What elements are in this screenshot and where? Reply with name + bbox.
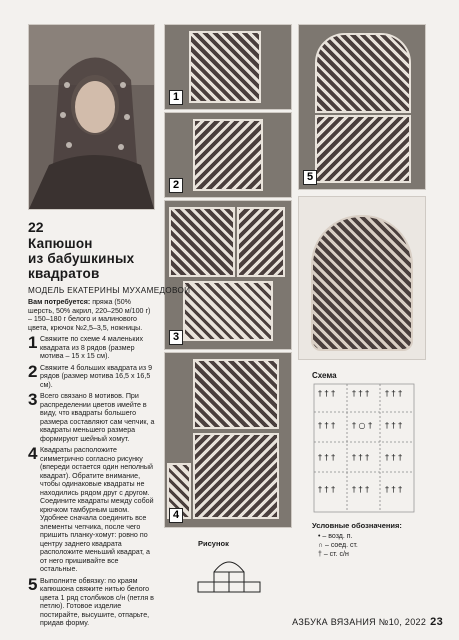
photo-label-3: 3 — [169, 330, 183, 345]
page-footer — [292, 616, 443, 628]
step-text: Свяжите 4 больших квадрата из 9 рядов (размер мотива 16,5 х 16,5 см). — [40, 363, 153, 389]
author-line: МОДЕЛЬ ЕКАТЕРИНЫ МУХАМЕДОВОЙ — [28, 286, 191, 295]
step-photo-1 — [164, 24, 292, 110]
legend-item-slip-stitch: ∩ – соед. ст. — [318, 542, 358, 549]
svg-text:† † †: † † † — [352, 453, 370, 462]
svg-text:† † †: † † † — [318, 453, 336, 462]
photo-label-4: 4 — [169, 508, 183, 523]
step-1 — [28, 335, 156, 361]
model-photo — [28, 24, 155, 210]
step-5 — [28, 574, 156, 628]
finished-hood-photo — [298, 196, 426, 360]
svg-text:† † †: † † † — [352, 389, 370, 398]
magazine-name: АЗБУКА ВЯЗАНИЯ №10, 2022 — [292, 617, 427, 627]
photo-label-1: 1 — [169, 90, 183, 105]
step-photo-3 — [164, 200, 292, 350]
step-photo-2 — [164, 112, 292, 198]
project-number: 22 — [28, 219, 44, 235]
schema-title: Схема — [312, 371, 337, 380]
granny-square-motif — [193, 433, 279, 519]
svg-text:† † †: † † † — [318, 389, 336, 398]
project-title — [28, 236, 158, 281]
step-text: Выполните обвязку: по краям капюшона свяжите нитью белого цвета 1 ряд столбиков с/н (петля в петлю). Готовое изделие постирайте, высушите, отпарьте, придав форму. — [40, 576, 154, 627]
project-title-line1: Капюшон — [28, 236, 93, 251]
svg-text:† † †: † † † — [318, 485, 336, 494]
granny-square-motif — [315, 33, 411, 113]
step-photo-4 — [164, 352, 292, 528]
finished-hood-shape — [311, 215, 413, 351]
page-number: 23 — [430, 616, 443, 628]
svg-text:† ○ †: † ○ † — [352, 421, 373, 430]
step-number: 5 — [28, 574, 38, 594]
step-number: 4 — [28, 444, 38, 463]
crochet-schema-diagram — [312, 382, 416, 516]
assembly-figure — [196, 552, 262, 594]
materials-text: пряжа (50% шерсть, 50% акрил, 220–250 м/100 г) – 150–180 г белого и малинового цвета, крючок №2,5–3,5, ножницы. — [28, 298, 151, 332]
granny-square-motif — [189, 31, 261, 103]
granny-square-motif — [193, 119, 263, 191]
step-text: Квадраты расположите симметрично согласно рисунку (впереди остается один неполный квадрат). Обратите внимание, чтобы одинаковые квадраты не находились рядом друг с другом. Соедините квадраты между собой крючком тамбурным швом. Удобнее сначала соединить все элементы чепчика, после чего пришить планку-хомут: ровно по центру заднего квадрата расположите меньший квадрат, а от него пришивайте все остальные. — [40, 446, 154, 573]
project-title-line2: из бабушкиных — [28, 251, 135, 266]
step-number: 2 — [28, 361, 38, 381]
legend-item-double-crochet: † – ст. с/н — [318, 551, 349, 558]
step-number: 1 — [28, 333, 38, 352]
step-text: Всего связано 8 мотивов. При распределении цветов имейте в виду, что квадраты большего размера составляют сам чепчик, а квадраты меньшего размера формируют шейный хомут. — [40, 392, 155, 443]
step-4 — [28, 446, 156, 574]
legend-item-chain: • – возд. п. — [318, 533, 353, 540]
granny-square-motif — [183, 281, 273, 341]
granny-square-motif — [193, 359, 279, 429]
svg-text:† † †: † † † — [385, 453, 403, 462]
svg-text:† † †: † † † — [318, 421, 336, 430]
materials-paragraph — [28, 298, 156, 332]
step-2 — [28, 361, 156, 390]
step-number: 3 — [28, 390, 38, 409]
legend-title: Условные обозначения: — [312, 521, 402, 530]
figure-title: Рисунок — [198, 539, 229, 548]
granny-square-motif — [237, 207, 285, 277]
step-photo-5 — [298, 24, 426, 190]
materials-label: Вам потребуется: — [28, 298, 91, 306]
step-3 — [28, 392, 156, 443]
photo-label-5: 5 — [303, 170, 317, 185]
model-photo-illustration — [29, 25, 154, 209]
instructions — [28, 298, 156, 631]
svg-text:† † †: † † † — [385, 389, 403, 398]
svg-text:† † †: † † † — [385, 485, 403, 494]
svg-text:† † †: † † † — [352, 485, 370, 494]
legend — [318, 532, 358, 559]
granny-square-motif — [315, 115, 411, 183]
granny-square-motif — [169, 207, 235, 277]
step-text: Свяжите по схеме 4 маленьких квадрата из 8 рядов (размер мотива – 15 х 15 см). — [40, 335, 144, 360]
photo-label-2: 2 — [169, 178, 183, 193]
project-title-line3: квадратов — [28, 266, 100, 281]
svg-text:† † †: † † † — [385, 421, 403, 430]
